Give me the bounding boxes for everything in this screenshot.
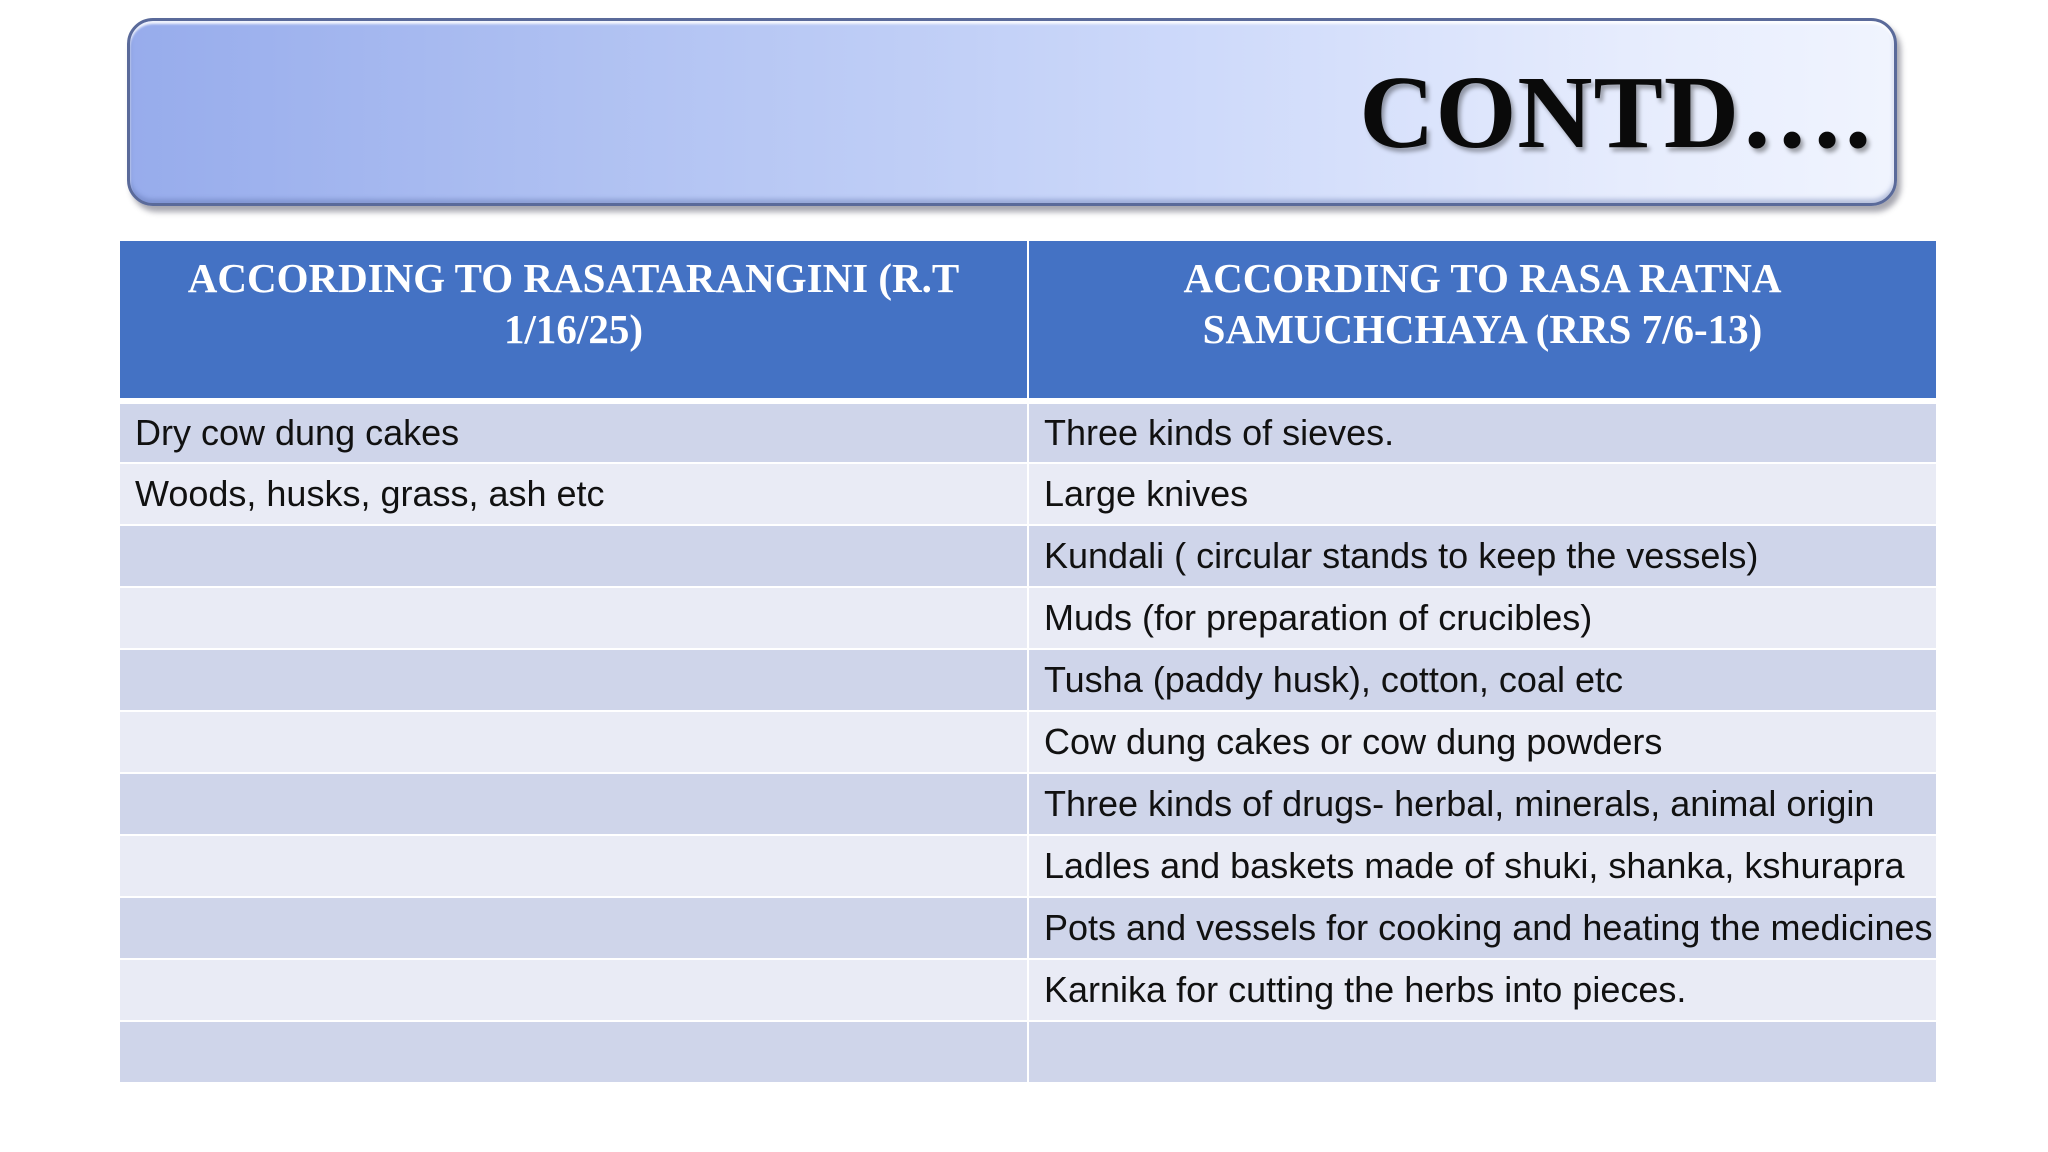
table-row [120, 897, 1936, 959]
table-header-row [120, 241, 1936, 401]
table-row [120, 959, 1936, 1021]
table-cell-rasatarangini [120, 959, 1028, 1021]
header-rasa-ratna-samuchchaya: ACCORDING TO RASA RATNA SAMUCHCHAYA (RRS 7/6-13) [1028, 241, 1936, 401]
table-row [120, 649, 1936, 711]
table-cell-rrs: Large knives [1028, 463, 1936, 525]
slide-title: CONTD…. [1359, 55, 1872, 170]
table-cell-rrs: Cow dung cakes or cow dung powders [1028, 711, 1936, 773]
table-cell-rasatarangini [120, 897, 1028, 959]
table-cell-rasatarangini: Dry cow dung cakes [120, 401, 1028, 463]
table-cell-rasatarangini [120, 587, 1028, 649]
table-row [120, 525, 1936, 587]
table-cell-rasatarangini [120, 835, 1028, 897]
table-cell-rasatarangini [120, 649, 1028, 711]
table-cell-rrs: Muds (for preparation of crucibles) [1028, 587, 1936, 649]
table-row [120, 401, 1936, 463]
table-cell-rrs: Pots and vessels for cooking and heating the medicines [1028, 897, 1936, 959]
table-cell-rasatarangini [120, 1021, 1028, 1083]
table-row [120, 711, 1936, 773]
table-row [120, 835, 1936, 897]
title-banner [127, 18, 1897, 206]
table-row [120, 587, 1936, 649]
table-cell-rrs: Kundali ( circular stands to keep the vessels) [1028, 525, 1936, 587]
table-cell-rasatarangini [120, 711, 1028, 773]
table-row [120, 773, 1936, 835]
table-cell-rasatarangini: Woods, husks, grass, ash etc [120, 463, 1028, 525]
table-cell-rrs: Three kinds of sieves. [1028, 401, 1936, 463]
header-rasatarangini: ACCORDING TO RASATARANGINI (R.T 1/16/25) [120, 241, 1028, 401]
table-cell-rrs: Karnika for cutting the herbs into pieces. [1028, 959, 1936, 1021]
table-row [120, 1021, 1936, 1083]
table-cell-rrs: Tusha (paddy husk), cotton, coal etc [1028, 649, 1936, 711]
table-cell-rasatarangini [120, 525, 1028, 587]
table-cell-rasatarangini [120, 773, 1028, 835]
table-cell-rrs: Ladles and baskets made of shuki, shanka, kshurapra [1028, 835, 1936, 897]
table-cell-rrs [1028, 1021, 1936, 1083]
comparison-table-container [120, 241, 1936, 1084]
comparison-table [120, 241, 1936, 1084]
table-cell-rrs: Three kinds of drugs- herbal, minerals, animal origin [1028, 773, 1936, 835]
table-row [120, 463, 1936, 525]
